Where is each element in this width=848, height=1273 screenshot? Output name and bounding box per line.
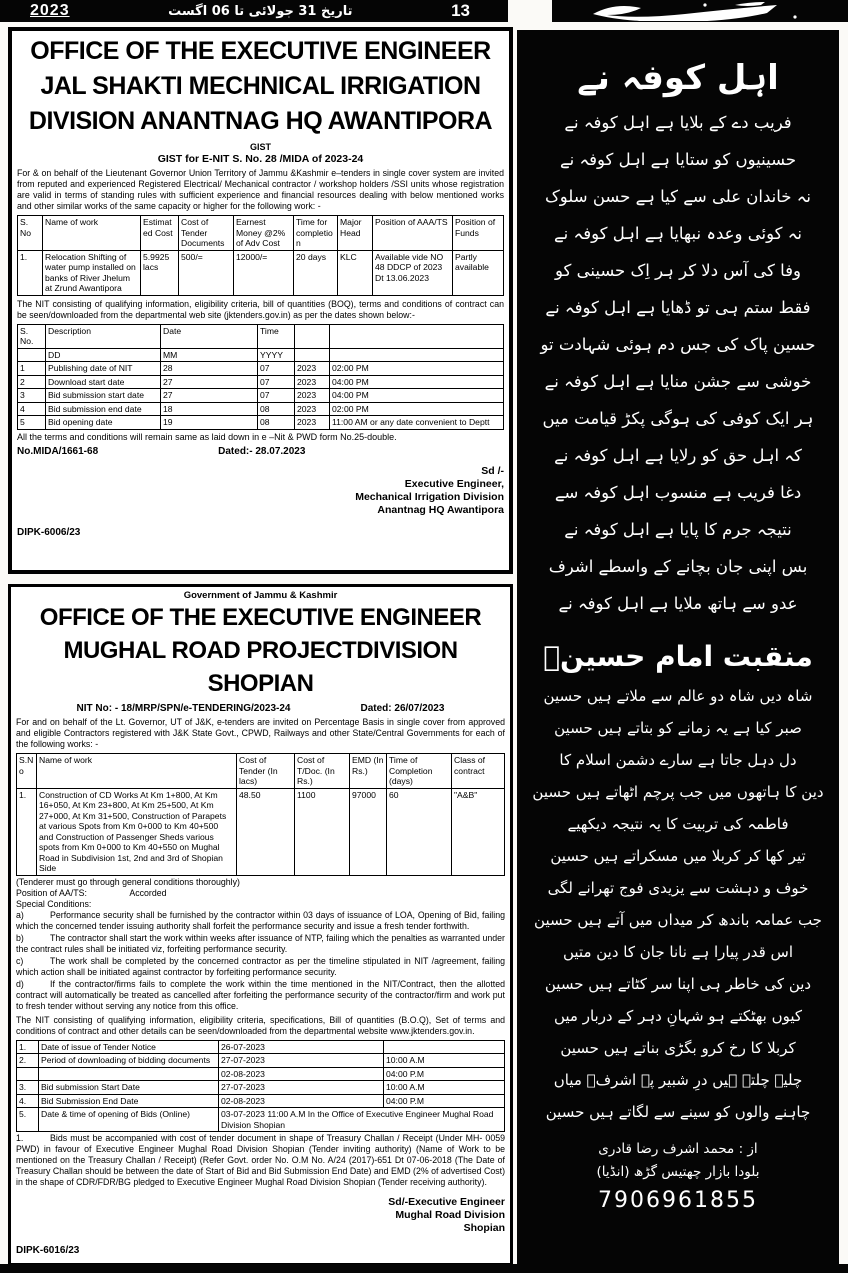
cell-earnest-money: 12000/= — [234, 250, 294, 295]
condition-key: d) — [16, 978, 24, 989]
column-header: Time of Completion (days) — [387, 754, 452, 789]
cell: 07 — [258, 362, 295, 376]
cell-tender-doc-cost: 500/= — [179, 250, 234, 295]
table-subheader-row — [18, 348, 504, 362]
notice2-signature-block — [16, 1196, 505, 1235]
table-header-row — [18, 216, 504, 251]
header-date-range: تاریخ 31 جولائی تا 06 اگست — [168, 3, 353, 19]
notice2-nit-note: The NIT consisting of qualifying information, eligibility criteria, specifications, Bill of quantities (B.O.Q), Set of terms and conditions of contract and other details can be seen/downloaded from the departmental website www.jktenders.gov.in. — [16, 1014, 505, 1036]
column-header: Date — [161, 324, 258, 348]
cell-work-name: Construction of CD Works At Km 1+800, At Km 16+050, At Km 23+800, At Km 25+500, At Km 27+000, At Km 31+500, Construction of Parapets at various Spots from Km 0+000 to Km 40+500 and Construction of Passenger Sheds various spots from Km 0+000 to Km 40+550 on Mughal Road in Subdivision 1st, 2nd and 3rd of Shopian Side — [37, 788, 237, 875]
table-row — [17, 1054, 505, 1068]
cell-doc-cost: 1100 — [295, 788, 350, 875]
poet-phone-number: 7906961855 — [598, 1188, 758, 1213]
cell: 26-07-2023 — [219, 1040, 384, 1054]
poet-address: بلودا بازار چھتیس گڑھ (انڈیا) — [596, 1164, 760, 1180]
table-row — [17, 1108, 505, 1132]
condition-key: b) — [16, 932, 24, 943]
poem-line: دین کا ہاتھوں میں جب پرچم اٹھاتے ہیں حسین — [532, 783, 824, 801]
cell: 27-07-2023 — [219, 1054, 384, 1068]
poem-line: جب عمامہ باندھ کر میداں میں آتے ہیں حسین — [534, 911, 822, 929]
condition-text: If the contractor/firms fails to complete the work within the time mentioned in the NIT/Contract, then the allotted contract will automatically be treated as cancelled after forfeiting the performance security of the contractor/firm and work put to fresh tender without serving any notice from this office. — [16, 978, 505, 1011]
cell-emd: 97000 — [350, 788, 387, 875]
signature-location: Shopian — [463, 1222, 505, 1234]
cell-tender-cost: 48.50 — [237, 788, 295, 875]
column-header: Name of work — [37, 754, 237, 789]
cell: 04:00 PM — [330, 375, 504, 389]
sd-line: Sd/-Executive Engineer — [388, 1196, 505, 1208]
notice1-signature-block — [17, 465, 504, 517]
column-header: Cost of Tender Documents — [179, 216, 234, 251]
cell-contract-class: "A&B" — [452, 788, 505, 875]
page-number: 13 — [451, 1, 470, 20]
cell: 19 — [161, 416, 258, 430]
header-bar — [0, 0, 508, 22]
notice1-intro: For & on behalf of the Lieutenant Governor Union Territory of Jammu &Kashmir e–tenders in single cover system are invited from reputed and experienced Registered Electrical/ Mechanical contractor / workshop holders /SSI units whose registration are valid in terms of standing rules with sufficient experience and financial resources dealing with below mentioned works and other similar works of the same capacity or higher for the following work: - — [17, 168, 504, 211]
notice1-nit-note: The NIT consisting of qualifying information, eligibility criteria, bill of quantities (BOQ), terms and conditions of contract can be seen/downloaded from the departmental web site (jktenders.gov.in) as per the dates shown below:- — [17, 298, 504, 320]
notice1-dates-table — [17, 324, 504, 430]
cell: Bid submission start date — [46, 389, 161, 403]
urdu-poetry-panel — [517, 30, 839, 1273]
poem-line: صبر کیا ہے یہ زمانے کو بتاتے ہیں حسین — [554, 719, 802, 737]
table-row — [18, 402, 504, 416]
cell: 2023 — [295, 389, 330, 403]
poem-line: فقط ستم ہی تو ڈھایا ہے اہل کوفہ نے — [545, 298, 811, 317]
bottom-rule — [0, 1264, 848, 1273]
column-header: S. No. — [18, 324, 46, 348]
column-header: EMD (In Rs.) — [350, 754, 387, 789]
cell: 07 — [258, 375, 295, 389]
poet-name: از : محمد اشرف رضا قادری — [598, 1141, 758, 1157]
notice1-title-line3: DIVISION ANANTNAG HQ AWANTIPORA — [28, 107, 493, 135]
column-header: Cost of Tender (In lacs) — [237, 754, 295, 789]
poem-line: بس اپنی جان بچانے کے واسطے اشرف — [548, 557, 808, 576]
signature-location: Anantnag HQ Awantipora — [377, 503, 504, 516]
poem-line: نتیجہ جرم کا پایا ہے اہل کوفہ نے — [564, 520, 792, 539]
cell-completion-time: 20 days — [294, 250, 338, 295]
poem-line: چاہنے والوں کو سینے سے لگاتے ہیں حسین — [545, 1103, 811, 1121]
cell: Bid opening date — [46, 416, 161, 430]
cell: 10:00 A.M — [384, 1081, 505, 1095]
cell: 4 — [18, 402, 46, 416]
sd-line: Sd /- — [481, 464, 504, 477]
cell: 2023 — [295, 362, 330, 376]
aats-row — [16, 888, 505, 898]
gist-enit-line: GIST for E-NIT S. No. 28 /MIDA of 2023-24 — [157, 153, 364, 165]
cell — [17, 1067, 39, 1081]
cell: Download start date — [46, 375, 161, 389]
table-header-row — [18, 324, 504, 348]
column-header: Position of AAA/TS — [373, 216, 453, 251]
condition-text: The work shall be completed by the concerned contractor as per the timeline stipulated in NIT /agreement, failing which action shall be initiated against contractor by forfeiting performance security. — [16, 955, 505, 977]
poem-line: کربلا کا رخ کرو بگڑی بناتے ہیں حسین — [560, 1039, 796, 1057]
column-header: Name of work — [43, 216, 141, 251]
cell: 3. — [17, 1081, 39, 1095]
tender-notice-mughal-road — [8, 584, 513, 1266]
cell: 1. — [17, 1040, 39, 1054]
column-header: S. No — [18, 216, 43, 251]
tenderer-note: (Tenderer must go through general conditions thoroughly) — [16, 876, 240, 887]
notice1-ref-no: No.MIDA/1661-68 — [17, 445, 99, 457]
cell-estimated-cost: 5.9925 lacs — [141, 250, 179, 295]
cell: Publishing date of NIT — [46, 362, 161, 376]
column-header: Class of contract — [452, 754, 505, 789]
poem-line: عدو سے ہاتھ ملایا ہے اہل کوفہ نے — [558, 594, 798, 613]
cell: 2023 — [295, 416, 330, 430]
poem-line: نہ خاندان علی سے کیا ہے حسن سلوک — [545, 187, 811, 206]
cell: 08 — [258, 416, 295, 430]
cell: 2023 — [295, 375, 330, 389]
column-header: Major Head — [338, 216, 373, 251]
poem2-title: منقبت امام حسینؑ — [543, 640, 813, 673]
poem-line: شاہ دیں شاہ دو عالم سے ملاتے ہیں حسین — [543, 687, 813, 705]
notice1-title-line2: JAL SHAKTI MECHNICAL IRRIGATION — [40, 72, 481, 100]
cell — [18, 348, 46, 362]
signature-division: Mechanical Irrigation Division — [355, 490, 504, 503]
poem-line: ہر ایک کوفی کی ہوگی پکڑ قیامت میں — [542, 409, 814, 428]
poem-line: دین کی خاطر ہی اپنا سر کٹاتے ہیں حسین — [544, 975, 812, 993]
signature-title: Executive Engineer, — [404, 477, 504, 490]
poem-line: وفا کی آس دلا کر ہر اِک حسینی کو — [554, 261, 802, 280]
notice2-govt-line: Government of Jammu & Kashmir — [183, 590, 338, 601]
notice2-note1 — [16, 1133, 505, 1188]
table-row — [18, 375, 504, 389]
cell: 27 — [161, 375, 258, 389]
notice2-title-line2: MUGHAL ROAD PROJECTDIVISION SHOPIAN — [63, 637, 458, 697]
condition-a — [16, 910, 505, 932]
poem-line: اس قدر پیارا ہے نانا جان کا دین متیں — [562, 943, 793, 961]
cell: 03-07-2023 11:00 A.M In the Office of Executive Engineer Mughal Road Division Shopian — [219, 1108, 505, 1132]
note1-key: 1. — [16, 1133, 24, 1143]
table-row — [18, 250, 504, 295]
poem-line: تیر کھا کر کربلا میں مسکراتے ہیں حسین — [550, 847, 806, 865]
header-year: 2023 — [30, 2, 70, 19]
poem-line: فاطمہ کی تربیت کا یہ نتیجہ دیکھیے — [567, 815, 789, 833]
notice2-title-line1: OFFICE OF THE EXECUTIVE ENGINEER — [39, 604, 482, 631]
masthead-logo-icon — [585, 1, 815, 21]
poem-line: کیوں بھٹکتے ہو شہانِ دہر کے دربار میں — [553, 1007, 803, 1025]
notice1-work-table — [17, 215, 504, 296]
cell-funds-position: Partly available — [453, 250, 504, 295]
notice1-terms-line: All the terms and conditions will remain same as laid down in e –Nit & PWD form No.25-double. — [17, 431, 397, 442]
cell: 02:00 PM — [330, 402, 504, 416]
poem1-title: اہل کوفہ نے — [577, 58, 779, 98]
condition-key: a) — [16, 909, 24, 920]
cell: Date & time of opening of Bids (Online) — [39, 1108, 219, 1132]
cell: 27-07-2023 — [219, 1081, 384, 1095]
table-header-row — [17, 754, 505, 789]
cell-sno: 1. — [17, 788, 37, 875]
column-header: Time — [258, 324, 295, 348]
cell: Bid submission end date — [46, 402, 161, 416]
table-row — [18, 362, 504, 376]
cell: 2 — [18, 375, 46, 389]
column-header: Position of Funds — [453, 216, 504, 251]
cell: 02-08-2023 — [219, 1094, 384, 1108]
cell — [295, 348, 330, 362]
gist-label: GIST — [249, 142, 271, 152]
cell: 04:00 P.M — [384, 1067, 505, 1081]
poem-line: حسینیوں کو ستایا ہے اہل کوفہ نے — [559, 150, 797, 169]
condition-text: Performance security shall be furnished by the contractor within 03 days of issuance of LOA, Opening of Bid, failing which the concerned tender issuing authority shall forfeit the performance security and issue a fresh tender forthwith. — [16, 909, 505, 931]
cell: 18 — [161, 402, 258, 416]
notice1-title-line1: OFFICE OF THE EXECUTIVE ENGINEER — [30, 37, 491, 65]
cell: 04:00 PM — [330, 389, 504, 403]
cell: Period of downloading of bidding documents — [39, 1054, 219, 1068]
cell-completion-time: 60 — [387, 788, 452, 875]
cell: 28 — [161, 362, 258, 376]
table-row — [17, 1040, 505, 1054]
cell: 11:00 AM or any date convenient to Deptt — [330, 416, 504, 430]
tender-notice-jal-shakti — [8, 27, 513, 574]
poem-line: نہ کوئی وعدہ نبھایا ہے اہل کوفہ نے — [554, 224, 802, 243]
notice2-dipk-code: DIPK-6016/23 — [16, 1245, 80, 1256]
special-conditions-label: Special Conditions: — [16, 898, 92, 909]
column-header: S.No — [17, 754, 37, 789]
condition-text: The contractor shall start the work within weeks after issuance of NTP, failing which the penalties as warranted under the contract rules shall be initiated viz, forfeiting performance security. — [16, 932, 505, 954]
cell: 04:00 P.M — [384, 1094, 505, 1108]
cell: 02-08-2023 — [219, 1067, 384, 1081]
cell-work-name: Relocation Shifting of water pump installed on banks of River Jhelum at Zrund Awantipora — [43, 250, 141, 295]
notice2-dates-table — [16, 1040, 505, 1133]
notice1-dated: Dated:- 28.07.2023 — [218, 445, 306, 457]
poem2 — [517, 680, 839, 1128]
cell: YYYY — [258, 348, 295, 362]
cell: 27 — [161, 389, 258, 403]
column-header: Time for completion — [294, 216, 338, 251]
notice2-nit-no: NIT No: - 18/MRP/SPN/e-TENDERING/2023-24 — [76, 703, 291, 714]
cell: 2. — [17, 1054, 39, 1068]
note1-text: Bids must be accompanied with cost of tender document in shape of Treasury Challan / Receipt (Under MH- 0059 PWD) in favour of Executive Engineer Mughal Road Division Shopian (Tender inviting authority) (Name of Work to be mentioned on the Treasury Challan / Receipt) (Refer Govt. order No. O.M No. A/24 (2017)-651 Dt 07-06-2018 (The Date of Treasury Challan should be between the date of Start of Bid and Bid Submission End Date) and EMD (2% of advertised Cost) in the shape of CDR/FDR/BG pledged to Executive Engineer Mughal Road Division Shopian (Tender receiving authority). — [16, 1133, 505, 1187]
column-header — [330, 324, 504, 348]
cell: MM — [161, 348, 258, 362]
cell: 5. — [17, 1108, 39, 1132]
poem-line: چلیے چلتے ہیں درِ شبیر پہ اشرفؔ میاں — [553, 1071, 803, 1089]
table-row — [17, 1081, 505, 1095]
cell-aaats-position: Available vide NO 48 DDCP of 2023 Dt 13.06.2023 — [373, 250, 453, 295]
column-header: Cost of T/Doc. (In Rs.) — [295, 754, 350, 789]
notice2-dated: Dated: 26/07/2023 — [360, 703, 445, 714]
cell: 1 — [18, 362, 46, 376]
cell — [384, 1040, 505, 1054]
poem1 — [517, 104, 839, 622]
condition-c — [16, 956, 505, 978]
cell: 2023 — [295, 402, 330, 416]
table-row — [18, 416, 504, 430]
condition-d — [16, 979, 505, 1012]
poem-line: دغا فریب ہے منسوب اہل کوفہ سے — [554, 483, 802, 502]
column-header — [295, 324, 330, 348]
condition-b — [16, 933, 505, 955]
cell: 02:00 PM — [330, 362, 504, 376]
cell — [330, 348, 504, 362]
cell: Bid submission Start Date — [39, 1081, 219, 1095]
cell: DD — [46, 348, 161, 362]
poem-line: کہ اہل حق کو رلایا ہے اہل کوفہ نے — [554, 446, 802, 465]
column-header: Estimated Cost — [141, 216, 179, 251]
table-row — [17, 788, 505, 875]
masthead-bar — [552, 0, 848, 22]
notice1-dipk-code: DIPK-6006/23 — [17, 526, 81, 538]
poem-line: خوف و دہشت سے یزیدی فوج تھرانے لگی — [547, 879, 809, 897]
cell: 10:00 A.M — [384, 1054, 505, 1068]
cell-sno: 1. — [18, 250, 43, 295]
notice2-nit-row — [16, 703, 505, 714]
poem-line: حسین پاک کی جس دم ہوئی شہادت تو — [540, 335, 816, 354]
table-row — [17, 1094, 505, 1108]
poem-line: فریب دے کے بلایا ہے اہل کوفہ نے — [564, 113, 792, 132]
cell: Date of issue of Tender Notice — [39, 1040, 219, 1054]
cell: 4. — [17, 1094, 39, 1108]
aats-label: Position of AA/TS: — [16, 887, 87, 898]
column-header: Earnest Money @2% of Adv Cost — [234, 216, 294, 251]
notice1-reference-row — [17, 446, 504, 457]
poem-line: دل دہل جاتا ہے سارے دشمن اسلام کا — [559, 751, 797, 769]
condition-key: c) — [16, 955, 24, 966]
notice2-intro: For and on behalf of the Lt. Governor, UT of J&K, e-tenders are invited on Percentage Basis in single cover from approved and eligible Contractors registered with J&K State Govt., CPWD, Railways and other State/Central Governments for each of the following works: - — [16, 717, 505, 749]
poem-line: خوشی سے جشن منایا ہے اہل کوفہ نے — [544, 372, 812, 391]
cell: 07 — [258, 389, 295, 403]
column-header: Description — [46, 324, 161, 348]
cell: 5 — [18, 416, 46, 430]
table-row — [17, 1067, 505, 1081]
cell-major-head: KLC — [338, 250, 373, 295]
cell: Bid Submission End Date — [39, 1094, 219, 1108]
table-row — [18, 389, 504, 403]
signature-division: Mughal Road Division — [395, 1209, 505, 1221]
cell: 3 — [18, 389, 46, 403]
notice2-work-table — [16, 753, 505, 876]
cell — [39, 1067, 219, 1081]
cell: 08 — [258, 402, 295, 416]
aats-value: Accorded — [129, 887, 167, 898]
